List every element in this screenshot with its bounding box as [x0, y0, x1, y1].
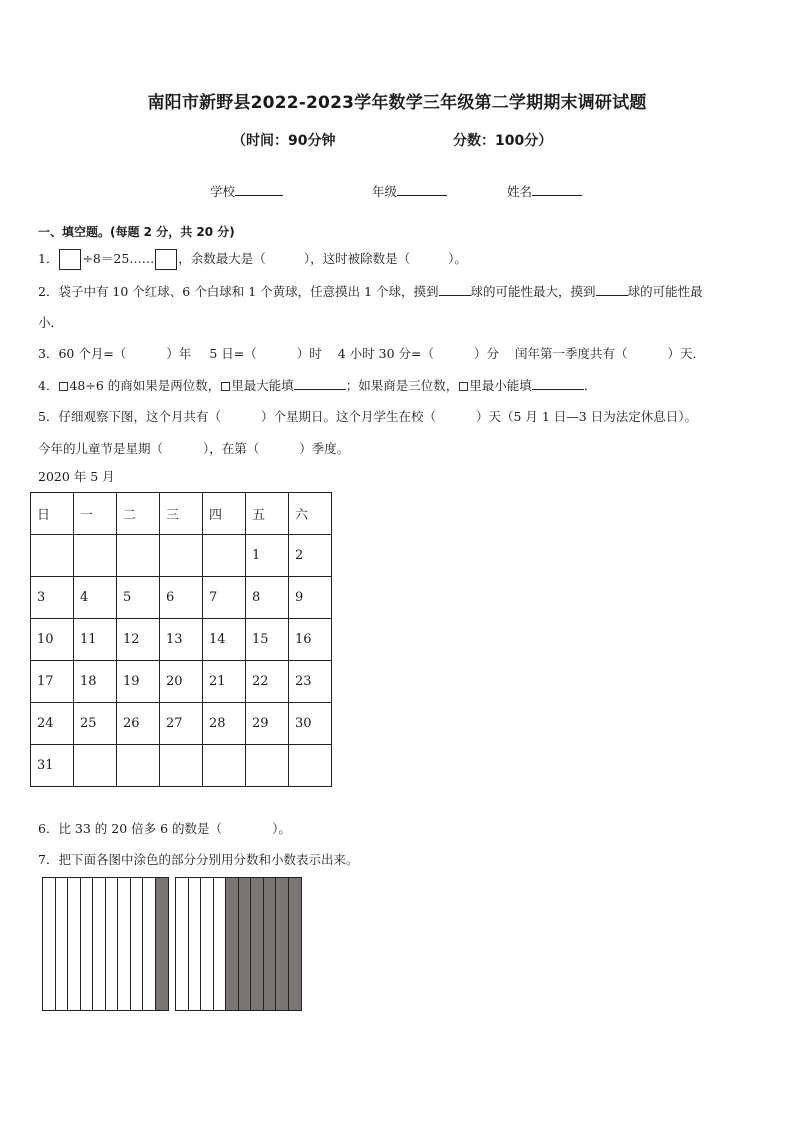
shaded-strip [264, 878, 277, 1010]
calendar-day [160, 535, 203, 577]
calendar-day: 21 [203, 661, 246, 703]
q5-text-a: 5．仔细观察下图，这个月共有（ [38, 409, 221, 424]
q3-text-g: 闰年第一季度共有（ [515, 346, 628, 361]
q1-text4: ）。 [448, 251, 467, 266]
question-5-line2 [38, 439, 349, 457]
calendar-day: 22 [246, 661, 289, 703]
name-field [507, 182, 582, 200]
dividend-box[interactable] [59, 249, 81, 270]
q3-text-c: 5 日=（ [209, 346, 257, 361]
blank-strip [201, 878, 214, 1010]
calendar-day [289, 745, 332, 787]
q4-blank-2[interactable] [532, 377, 584, 390]
q5-text-e: ），在第（ [203, 441, 260, 456]
calendar-day [117, 535, 160, 577]
blank-strip [176, 878, 189, 1010]
exam-time: （时间：90分钟 [232, 133, 336, 149]
calendar-day: 4 [74, 577, 117, 619]
q3-text-f: ）分 [474, 346, 500, 361]
q4-text4: 里最小能填 [469, 378, 532, 393]
page-title: 南阳市新野县2022-2023学年数学三年级第二学期期末调研试题 [147, 93, 647, 113]
calendar-day [74, 745, 117, 787]
shaded-strip [289, 878, 302, 1010]
calendar-day: 20 [160, 661, 203, 703]
calendar-day: 31 [31, 745, 74, 787]
calendar-weekday: 二 [117, 493, 160, 535]
calendar-day: 10 [31, 619, 74, 661]
q6-text2: ）。 [272, 821, 291, 836]
shaded-strip [276, 878, 289, 1010]
blank-strip [93, 878, 106, 1010]
calendar-day: 13 [160, 619, 203, 661]
q4-blank-1[interactable] [294, 377, 346, 390]
calendar-day: 9 [289, 577, 332, 619]
shaded-strip [239, 878, 252, 1010]
q4-number: 4． [38, 378, 59, 393]
question-4 [38, 376, 596, 394]
grade-blank[interactable] [397, 183, 447, 196]
q3-text-a: 3．60 个月=（ [38, 346, 127, 361]
calendar-weekday: 四 [203, 493, 246, 535]
calendar-day: 27 [160, 703, 203, 745]
grade-label: 年级 [372, 184, 398, 199]
q5-text-f: ）季度。 [299, 441, 350, 456]
q2-blank-2[interactable] [596, 283, 628, 296]
calendar-weekday: 一 [74, 493, 117, 535]
calendar-day: 3 [31, 577, 74, 619]
calendar-day: 2 [289, 535, 332, 577]
calendar-day: 8 [246, 577, 289, 619]
q4-square-2 [221, 382, 230, 391]
school-label: 学校 [210, 184, 236, 199]
calendar-day [203, 535, 246, 577]
calendar-day [74, 535, 117, 577]
q2-text3: 球的可能性最 [627, 284, 703, 299]
q3-text-d: ）时 [296, 346, 322, 361]
q5-text-b: ）个星期日。这个月学生在校（ [260, 409, 436, 424]
name-label: 姓名 [507, 184, 533, 199]
question-5 [38, 407, 697, 425]
figure-1 [42, 877, 169, 1011]
shaded-strip [251, 878, 264, 1010]
blank-strip [43, 878, 56, 1010]
calendar-weekday: 六 [289, 493, 332, 535]
q4-text: 48÷6 的商如果是两位数， [69, 378, 221, 393]
blank-strip [189, 878, 202, 1010]
grade-field [372, 182, 447, 200]
q4-text3: ；如果商是三位数， [345, 378, 459, 393]
school-blank[interactable] [235, 183, 283, 196]
blank-strip [143, 878, 156, 1010]
calendar-day: 19 [117, 661, 160, 703]
shaded-strip [156, 878, 169, 1010]
q4-square-3 [459, 382, 468, 391]
q2-blank-1[interactable] [439, 283, 471, 296]
question-6 [38, 819, 291, 837]
shaded-strip [226, 878, 239, 1010]
question-2 [38, 282, 703, 300]
calendar-week-row [31, 745, 332, 787]
q3-text-b: ）年 [166, 346, 192, 361]
q3-text-h: ）天． [667, 346, 706, 361]
calendar-day: 26 [117, 703, 160, 745]
q1-text2: ，余数最大是（ [178, 251, 266, 266]
q6-text: 6．比 33 的 20 倍多 6 的数是（ [38, 821, 223, 836]
calendar-day: 23 [289, 661, 332, 703]
exam-score: 分数：100分） [453, 133, 553, 149]
calendar-day: 15 [246, 619, 289, 661]
q4-text2: 里最大能填 [231, 378, 294, 393]
q5-text-c: ）天（5 月 1 日—3 日为法定休息日）。 [475, 409, 697, 424]
calendar-day: 12 [117, 619, 160, 661]
calendar-day: 14 [203, 619, 246, 661]
calendar-weekday: 五 [246, 493, 289, 535]
calendar-day [117, 745, 160, 787]
calendar-header-row [31, 493, 332, 535]
calendar-day [160, 745, 203, 787]
q2-text: 2．袋子中有 10 个红球、6 个白球和 1 个黄球，任意摸出 1 个球，摸到 [38, 284, 439, 299]
q4-square-1[interactable] [59, 382, 68, 391]
question-1 [38, 249, 467, 270]
section-heading: 一、填空题。(每题 2 分，共 20 分) [38, 225, 235, 239]
calendar-week-row [31, 577, 332, 619]
figure-2 [175, 877, 302, 1011]
calendar-day: 25 [74, 703, 117, 745]
calendar-day: 29 [246, 703, 289, 745]
calendar-day: 11 [74, 619, 117, 661]
blank-strip [56, 878, 69, 1010]
calendar-day: 5 [117, 577, 160, 619]
calendar-day [203, 745, 246, 787]
blank-strip [131, 878, 144, 1010]
q5-text-d: 今年的儿童节是星期（ [38, 441, 164, 456]
blank-strip [81, 878, 94, 1010]
school-field [210, 182, 283, 200]
calendar-week-row [31, 661, 332, 703]
calendar-week-row [31, 535, 332, 577]
blank-strip [106, 878, 119, 1010]
question-7: 7．把下面各图中涂色的部分分别用分数和小数表示出来。 [38, 852, 359, 867]
calendar-day: 30 [289, 703, 332, 745]
calendar-weekday: 日 [31, 493, 74, 535]
blank-strip [118, 878, 131, 1010]
calendar-day [246, 745, 289, 787]
calendar-table [30, 492, 332, 787]
q1-text3: ），这时被除数是（ [303, 251, 411, 266]
q1-text: ÷8＝25…… [82, 251, 155, 266]
calendar-day: 1 [246, 535, 289, 577]
calendar-day: 24 [31, 703, 74, 745]
calendar-day [31, 535, 74, 577]
calendar-day: 6 [160, 577, 203, 619]
q1-number: 1． [38, 251, 59, 266]
q2-text2: 球的可能性最大，摸到 [470, 284, 596, 299]
calendar-day: 17 [31, 661, 74, 703]
calendar-caption: 2020 年 5 月 [38, 469, 115, 484]
calendar-weekday: 三 [160, 493, 203, 535]
calendar-day: 16 [289, 619, 332, 661]
calendar-day: 28 [203, 703, 246, 745]
question-3 [38, 344, 705, 362]
question-2-line2: 小． [38, 315, 64, 330]
blank-strip [214, 878, 227, 1010]
name-blank[interactable] [532, 183, 582, 196]
q4-text5: ． [583, 378, 597, 393]
q3-text-e: 4 小时 30 分=（ [337, 346, 435, 361]
calendar-day: 7 [203, 577, 246, 619]
blank-strip [68, 878, 81, 1010]
calendar-week-row [31, 703, 332, 745]
calendar-day: 18 [74, 661, 117, 703]
remainder-box[interactable] [155, 249, 177, 270]
calendar-week-row [31, 619, 332, 661]
